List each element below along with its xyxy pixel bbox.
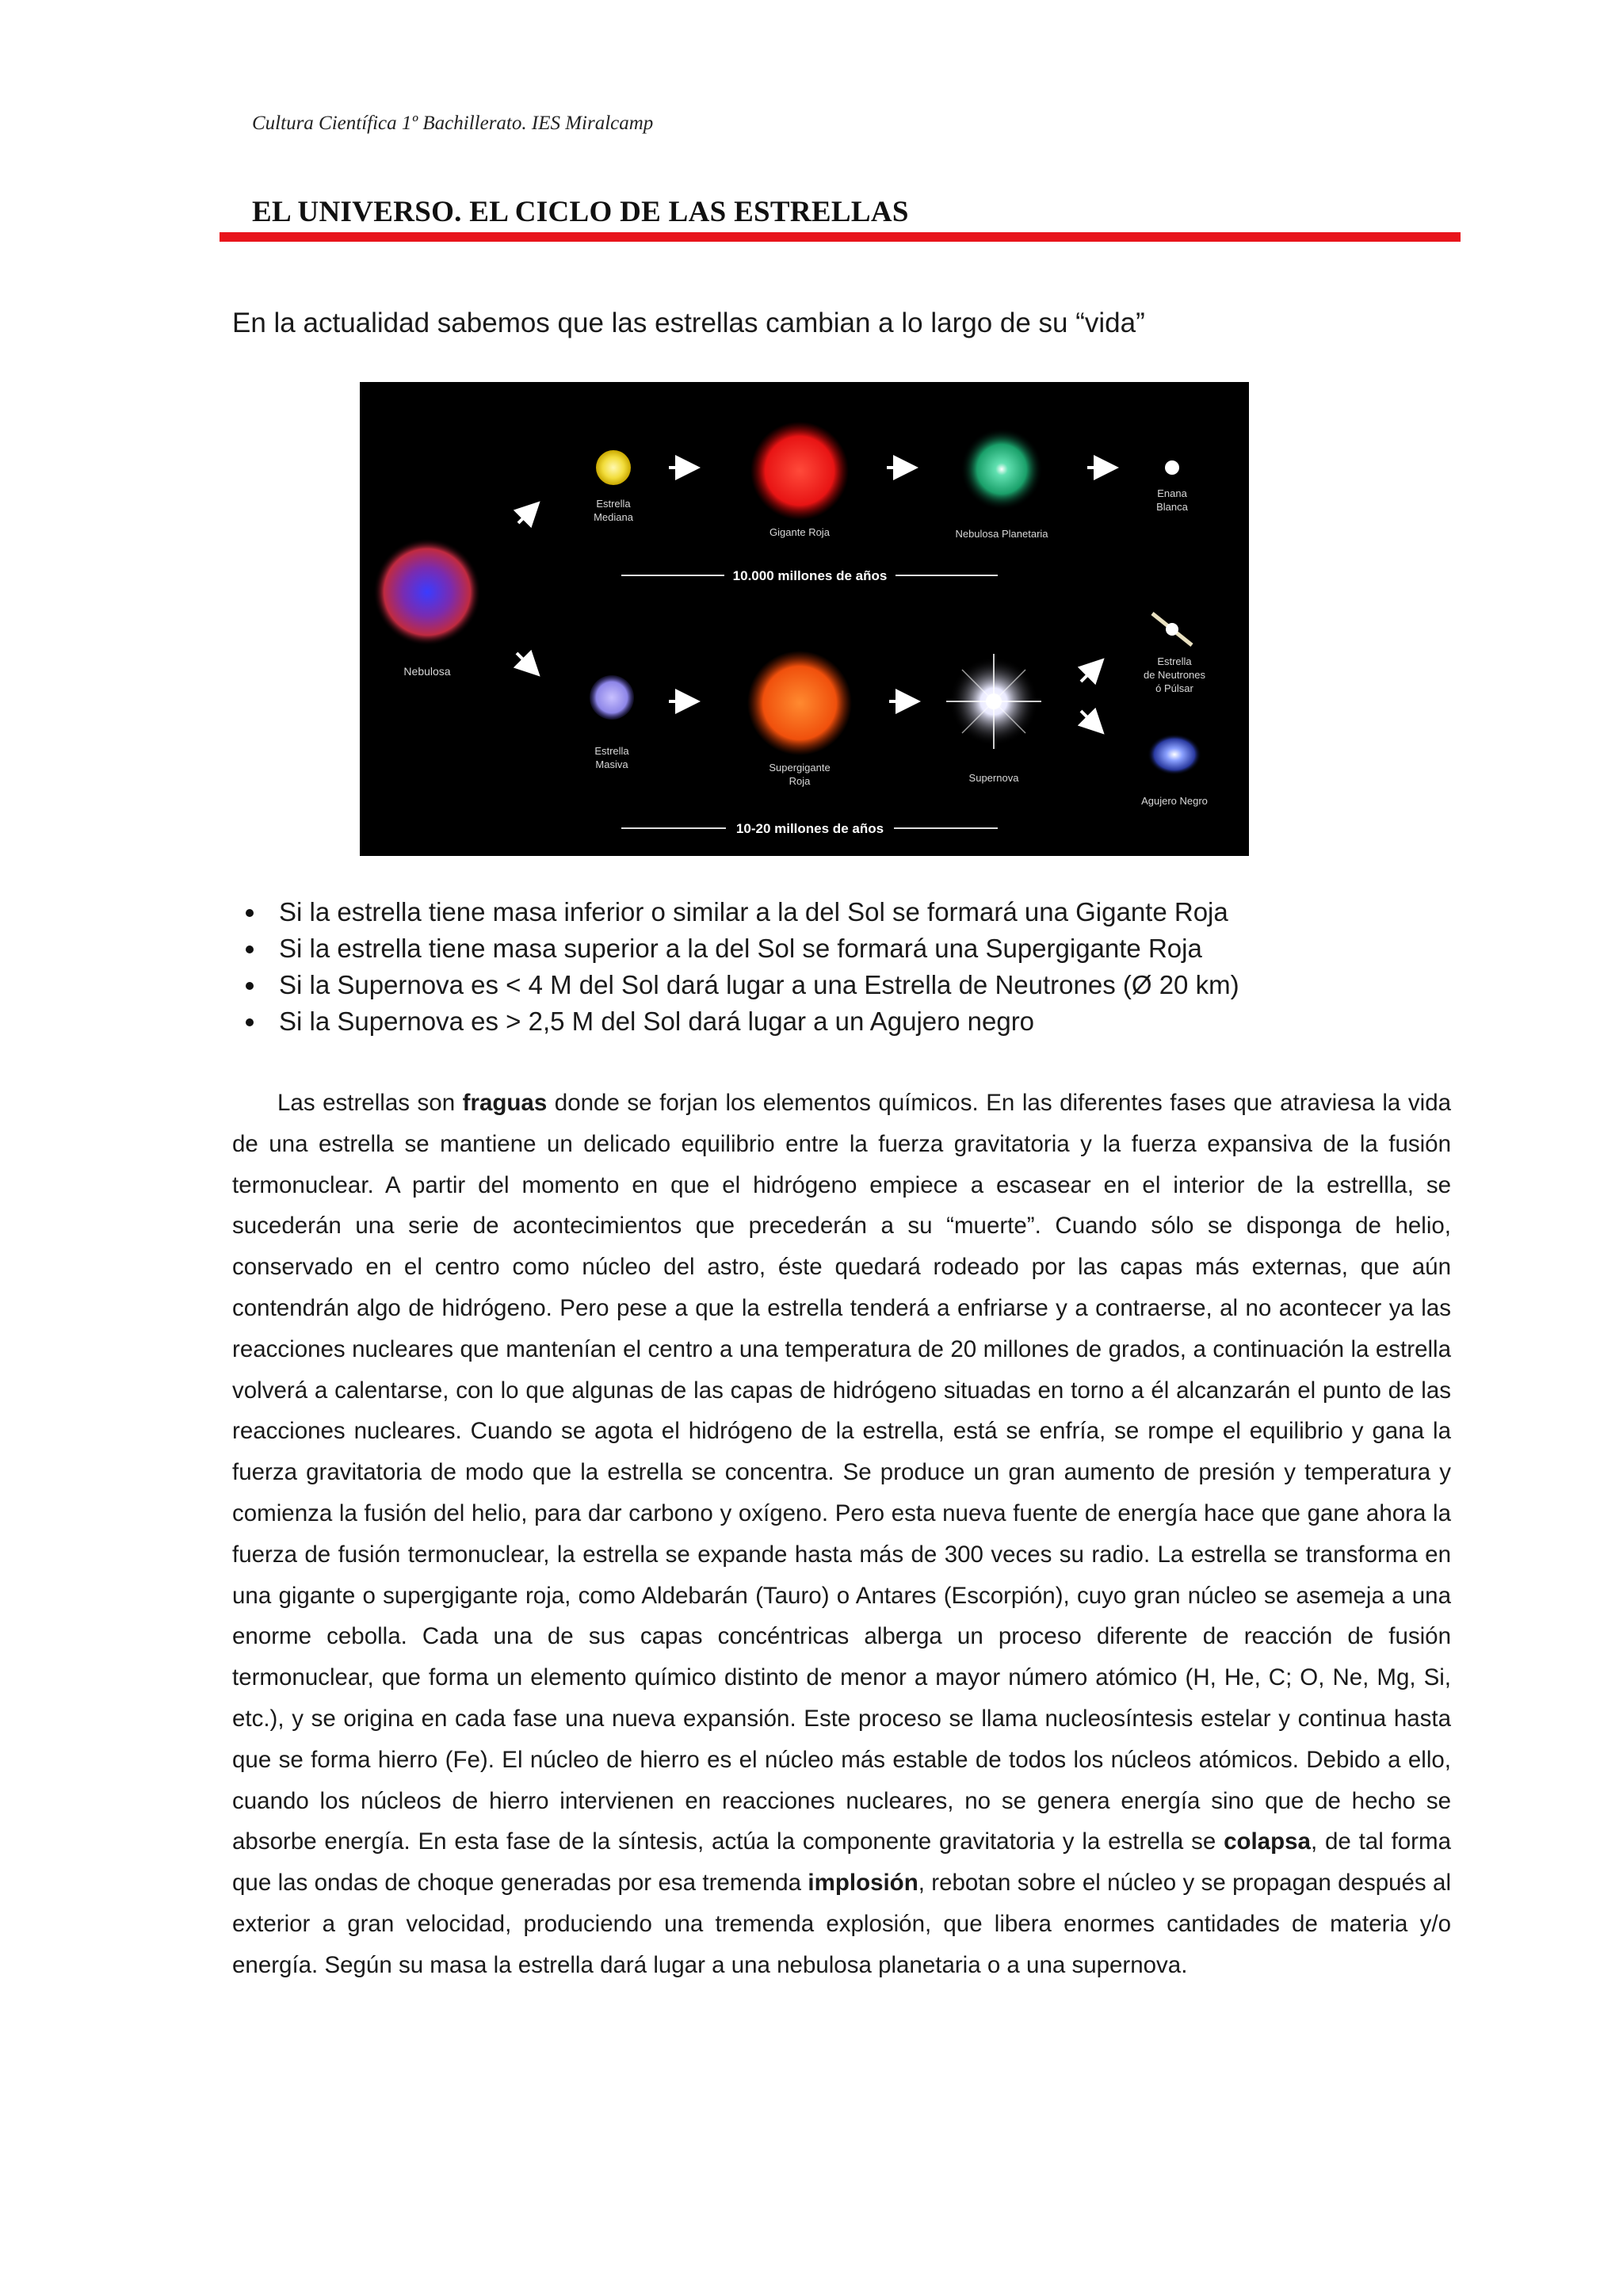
supernova-label: Supernova: [968, 772, 1019, 784]
neutron-star-graphic: [1166, 623, 1178, 636]
list-item: Si la Supernova es < 4 M del Sol dará lugar a una Estrella de Neutrones (Ø 20 km): [238, 967, 1239, 1003]
red-giant-graphic: [750, 422, 849, 520]
black-hole-label: Agujero Negro: [1141, 795, 1208, 807]
list-item: Si la Supernova es > 2,5 M del Sol dará lugar a un Agujero negro: [238, 1003, 1239, 1040]
bullet-list: [238, 894, 1239, 1040]
star-lifecycle-figure: [360, 382, 1249, 856]
arrow-down-right-icon: [517, 653, 536, 672]
massive-star-graphic: [590, 675, 634, 720]
red-giant-label: Gigante Roja: [769, 526, 830, 538]
bold-term: implosión: [808, 1870, 918, 1897]
medium-star-graphic: [596, 450, 631, 485]
nebula-label: Nebulosa: [403, 665, 451, 678]
body-paragraph: Las estrellas son fraguas donde se forjan los elementos químicos. En las diferentes fases que atraviesa la vida de una estrella se mantiene un delicado equilibrio entre la fuerza gravitatoria y la fuerza expansiva de la fusión termonuclear. A partir del momento en que el hidrógeno empiece a escasear en el interior de la estrellla, se sucederán una serie de acontecimientos que precederán a su “muerte”. Cuando sólo se disponga de helio, conservado en el centro como núcleo del astro, éste quedará rodeado por las capas más externas, que aún contendrán algo de hidrógeno. Pero pese a que la estrella tenderá a enfriarse y a contraerse, al no acontecer ya las reacciones nucleares que mantenían el centro a una temperatura de 20 millones de grados, a continuación la estrella volverá a calentarse, con lo que algunas de las capas de hidrógeno situadas en torno a él alcanzarán el punto de las reacciones nucleares. Cuando se agota el hidrógeno de la estrella, está se enfría, se rompe el equilibrio y gana la fuerza gravitatoria de modo que la estrella se concentra. Se produce un gran aumento de presión y temperatura y comienza la fusión del helio, para dar carbono y oxígeno. Pero esta nueva fuente de energía hace que gane ahora la fuerza de fusión termonuclear, la estrella se expande hasta más de 300 veces su radio. La estrella se transforma en una gigante o supergigante roja, como Aldebarán (Tauro) o Antares (Escorpión), cuyo gran núcleo se asemeja a una enorme cebolla. Cada una de sus capas concéntricas alberga un proceso diferente de reacción de fusión termonuclear, que forma un elemento químico distinto de menor a mayor número atómico (H, He, C; O, Ne, Mg, Si, etc.), y se origina en cada fase una nueva expansión. Este proceso se llama nucleosíntesis estelar y continua hasta que se forma hierro (Fe). El núcleo de hierro es el núcleo más estable de todos los núcleos atómicos. Debido a ello, cuando los núcleos de hierro intervienen en reacciones nucleares, no se genera energía sino que de hecho se absorbe energía. En esta fase de la síntesis, actúa la componente gravitatoria y la estrella se colapsa, de tal forma que las ondas de choque generadas por esa tremenda implosión, rebotan sobre el núcleo y se propagan después al exterior a gran velocidad, produciendo una tremenda explosión, que libera enormes cantidades de materia y/o energía. Según su masa la estrella dará lugar a una nebulosa planetaria o a una supernova.: [232, 1090, 1452, 1978]
neutron-star-label-2: de Neutrones: [1143, 669, 1206, 681]
running-header: Cultura Científica 1º Bachillerato. IES Miralcamp: [252, 113, 654, 134]
red-supergiant-graphic: [747, 651, 852, 755]
bullet-icon: [246, 1018, 254, 1026]
bold-term: colapsa: [1224, 1828, 1311, 1855]
nebula-graphic: [373, 538, 481, 646]
bold-term: fraguas: [462, 1090, 548, 1116]
white-dwarf-label-1: Enana: [1157, 487, 1187, 499]
medium-star-label-1: Estrella: [596, 498, 631, 510]
massive-star-label-2: Masiva: [595, 758, 628, 770]
list-item: Si la estrella tiene masa inferior o similar a la del Sol se formará una Gigante Roja: [238, 894, 1239, 930]
white-dwarf-graphic: [1165, 460, 1179, 475]
bullet-icon: [246, 982, 254, 990]
arrow-down-right-icon: [1081, 711, 1100, 730]
black-hole-graphic: [1148, 734, 1201, 775]
neutron-star-label-3: ó Púlsar: [1155, 682, 1193, 694]
arrow-up-right-icon: [518, 506, 536, 523]
red-supergiant-label-2: Roja: [789, 775, 811, 787]
white-dwarf-label-2: Blanca: [1156, 501, 1188, 513]
time-span-bottom-label: 10-20 millones de años: [735, 821, 884, 836]
bullet-icon: [246, 946, 254, 953]
page-title: EL UNIVERSO. EL CICLO DE LAS ESTRELLAS: [252, 196, 909, 228]
medium-star-label-2: Mediana: [594, 511, 633, 523]
planetary-nebula-label: Nebulosa Planetaria: [955, 528, 1048, 540]
massive-star-label-1: Estrella: [594, 745, 629, 757]
neutron-star-label-1: Estrella: [1157, 655, 1192, 667]
planetary-nebula-graphic: [960, 428, 1043, 510]
red-supergiant-label-1: Supergigante: [769, 762, 831, 774]
list-item: Si la estrella tiene masa superior a la del Sol se formará una Supergigante Roja: [238, 930, 1239, 967]
time-span-top-label: 10.000 millones de años: [732, 568, 888, 583]
title-underline: [220, 232, 1461, 242]
bullet-icon: [246, 909, 254, 917]
arrow-up-right-icon: [1081, 663, 1100, 682]
intro-sentence: En la actualidad sabemos que las estrellas cambian a lo largo de su “vida”: [232, 308, 1145, 338]
